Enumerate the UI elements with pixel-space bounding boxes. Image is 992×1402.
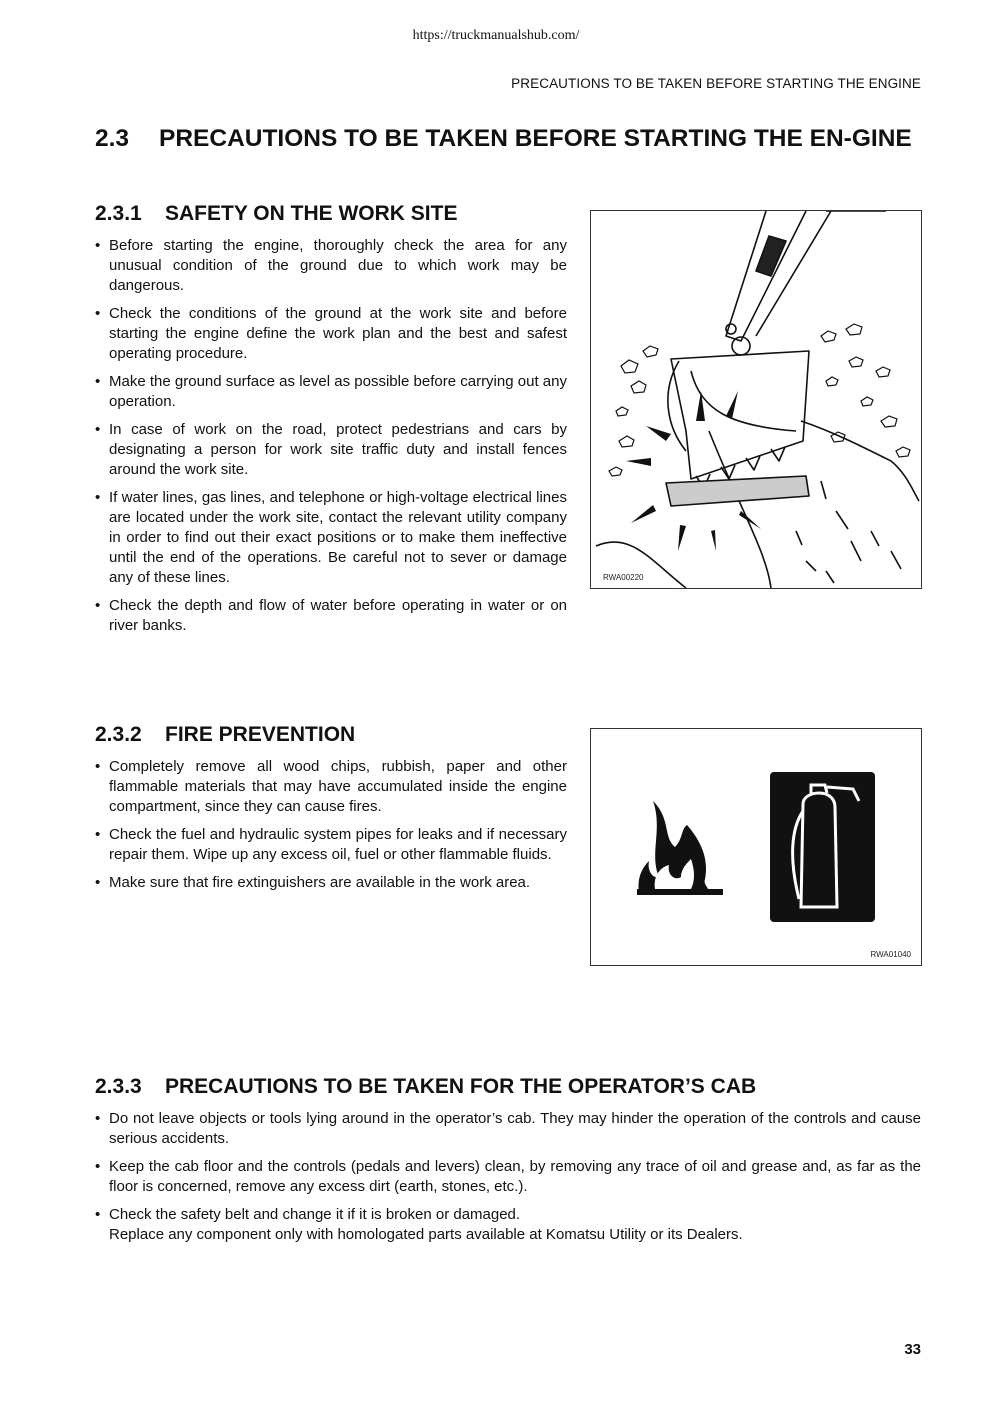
safety-bullet-list [95,236,567,644]
fire-and-extinguisher-icons [591,729,921,965]
subsection-title: FIRE PREVENTION [165,723,356,746]
list-item: • In case of work on the road, protect pedestrians and cars by designating a person for work site traffic duty and install fences around the work site. [95,420,567,480]
list-item: • If water lines, gas lines, and telephone or high-voltage electrical lines are located under the work site, contact the relevant utility company in order to find out their exact positions or to make them ineffective until the end of the operations. Be careful not to sever or damage any of these lines. [95,488,567,588]
section-title: PRECAUTIONS TO BE TAKEN BEFORE STARTING THE EN-GINE [159,125,912,152]
list-item: • Before starting the engine, thoroughly check the area for any unusual condition of the ground due to which work may be dangerous. [95,236,567,296]
flame-icon [637,801,723,895]
excavator-digging-icon [591,211,921,588]
fire-extinguisher-icon [770,772,875,922]
fire-prevention-illustration [590,728,922,966]
list-item [95,1205,921,1245]
list-item: • Check the depth and flow of water before operating in water or on river banks. [95,596,567,636]
running-header: PRECAUTIONS TO BE TAKEN BEFORE STARTING THE ENGINE [511,76,921,91]
section-heading [95,124,925,186]
figure-code: RWA01040 [870,950,911,959]
list-item: • Do not leave objects or tools lying around in the operator’s cab. They may hinder the operation of the controls and cause serious accidents. [95,1109,921,1149]
subsection-number: 2.3.3 [95,1075,142,1098]
list-item: • Make the ground surface as level as possible before carrying out any operation. [95,372,567,412]
subsection-number: 2.3.2 [95,723,142,746]
page-number: 33 [904,1341,921,1358]
figure-code: RWA00220 [603,573,644,582]
source-url: https://truckmanualshub.com/ [412,28,580,43]
subsection-title: SAFETY ON THE WORK SITE [165,202,458,225]
section-number: 2.3 [95,125,130,152]
excavator-bucket-illustration [590,210,922,589]
list-item: • Check the conditions of the ground at the work site and before starting the engine define the work plan and the best and safest operating procedure. [95,304,567,364]
subsection-title: PRECAUTIONS TO BE TAKEN FOR THE OPERATOR’S CAB [165,1075,757,1098]
list-item: • Make sure that fire extinguishers are available in the work area. [95,873,567,893]
list-item: • Check the fuel and hydraulic system pipes for leaks and if necessary repair them. Wipe up any excess oil, fuel or other flammable fluids. [95,825,567,865]
list-item-line: Check the safety belt and change it if it is broken or damaged. [109,1206,521,1223]
subsection-number: 2.3.1 [95,202,142,225]
list-item: • Completely remove all wood chips, rubbish, paper and other flammable materials that may have accumulated inside the engine compartment, since they can cause fires. [95,757,567,817]
cab-bullet-list [95,1109,921,1253]
list-item-line: Replace any component only with homologated parts available at Komatsu Utility or its Dealers. [109,1226,743,1243]
list-item: • Keep the cab floor and the controls (pedals and levers) clean, by removing any trace of oil and grease and, as far as the floor is concerned, remove any excess dirt (earth, stones, etc.). [95,1157,921,1197]
fire-bullet-list [95,757,567,901]
